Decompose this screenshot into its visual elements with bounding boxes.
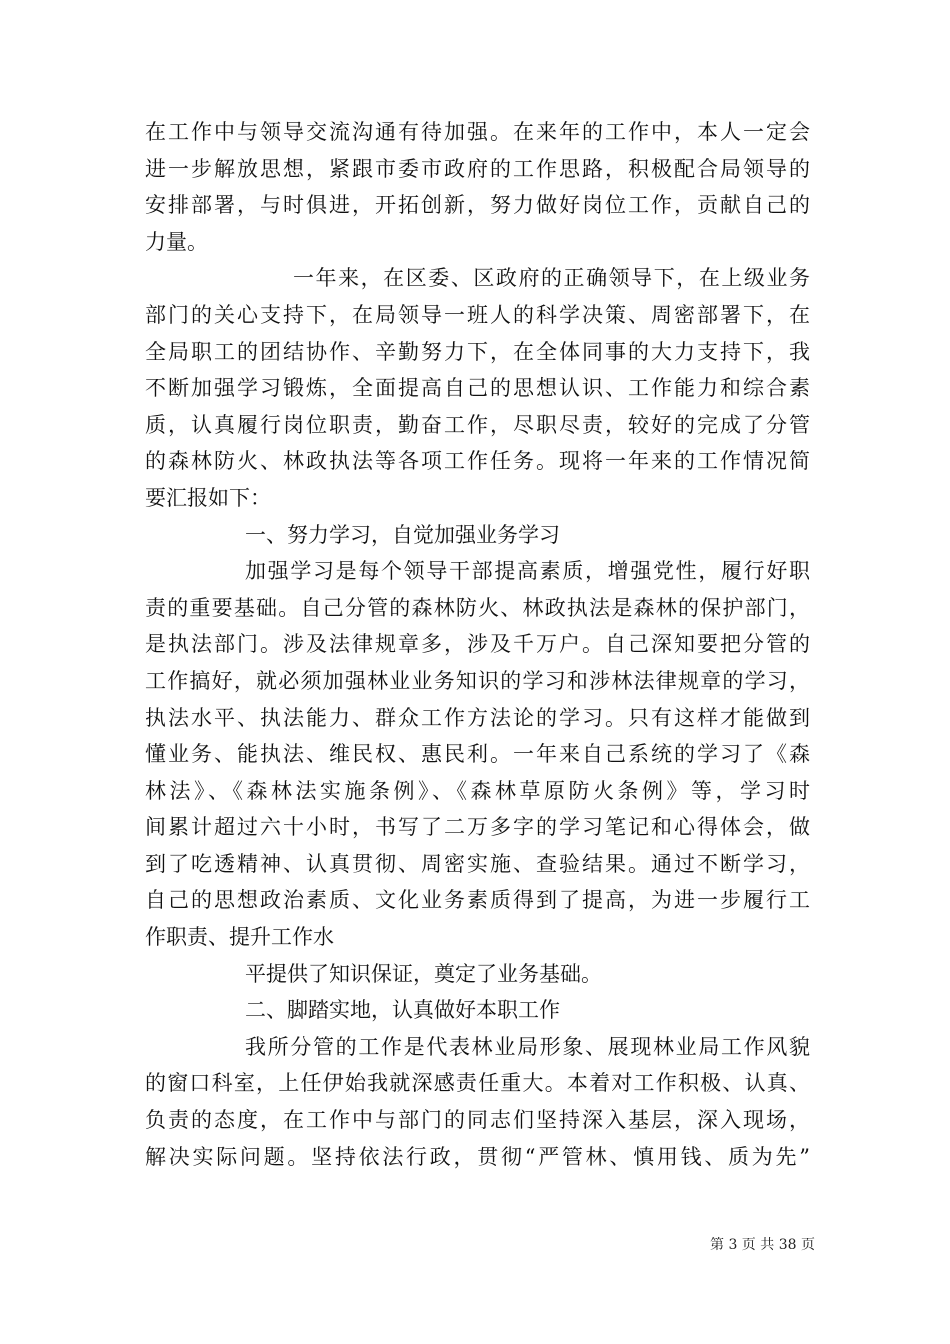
- text-line: 作职责、提升工作水: [145, 925, 334, 950]
- text-line: 力量。: [145, 229, 208, 254]
- text-line: 负责的态度，在工作中与部门的同志们坚持深入基层，深入现场，: [145, 1108, 810, 1133]
- text-line: 责的重要基础。自己分管的森林防火、林政执法是森林的保护部门，: [145, 595, 810, 620]
- text-line: 不断加强学习锻炼，全面提高自己的思想认识、工作能力和综合素: [145, 376, 810, 401]
- text-line: 的窗口科室，上任伊始我就深感责任重大。本着对工作积极、认真、: [145, 1071, 810, 1096]
- section-heading-1: 一、努力学习，自觉加强业务学习: [245, 522, 560, 547]
- page-number: 第 3 页 共 38 页: [710, 1237, 815, 1253]
- text-line: 林法》、《森林法实施条例》、《森林草原防火条例》等，学习时: [145, 778, 810, 803]
- paragraph-first-line: 平提供了知识保证，奠定了业务基础。: [245, 961, 602, 986]
- paragraph-first-line: 我所分管的工作是代表林业局形象、展现林业局工作风貌: [245, 1034, 810, 1059]
- text-line: 全局职工的团结协作、辛勤努力下，在全体同事的大力支持下，我: [145, 339, 810, 364]
- text-line: 解决实际问题。坚持依法行政，贯彻“严管林、慎用钱、质为先”: [145, 1144, 810, 1169]
- text-line: 的森林防火、林政执法等各项工作任务。现将一年来的工作情况简: [145, 449, 810, 474]
- text-line: 安排部署，与时俱进，开拓创新，努力做好岗位工作，贡献自己的: [145, 193, 810, 218]
- text-line: 执法水平、执法能力、群众工作方法论的学习。只有这样才能做到: [145, 705, 810, 730]
- text-line: 懂业务、能执法、维民权、惠民利。一年来自己系统的学习了《森: [145, 742, 810, 767]
- text-line: 质，认真履行岗位职责，勤奋工作，尽职尽责，较好的完成了分管: [145, 412, 810, 437]
- section-heading-2: 二、脚踏实地，认真做好本职工作: [245, 998, 560, 1023]
- text-line: 要汇报如下：: [145, 485, 271, 510]
- text-line: 自己的思想政治素质、文化业务素质得到了提高，为进一步履行工: [145, 888, 810, 913]
- text-line: 在工作中与领导交流沟通有待加强。在来年的工作中，本人一定会: [145, 120, 810, 144]
- body-text: [145, 114, 810, 1175]
- text-line: 是执法部门。涉及法律规章多，涉及千万户。自己深知要把分管的: [145, 632, 810, 657]
- text-line: 间累计超过六十小时，书写了二万多字的学习笔记和心得体会，做: [145, 815, 810, 840]
- paragraph-first-line: 加强学习是每个领导干部提高素质，增强党性，履行好职: [245, 559, 810, 584]
- text-line: 到了吃透精神、认真贯彻、周密实施、查验结果。通过不断学习，: [145, 851, 810, 876]
- text-line: 工作搞好，就必须加强林业业务知识的学习和涉林法律规章的学习，: [145, 668, 810, 693]
- paragraph-first-line: 一年来，在区委、区政府的正确领导下，在上级业务: [293, 266, 810, 291]
- text-line: 进一步解放思想，紧跟市委市政府的工作思路，积极配合局领导的: [145, 156, 810, 181]
- text-line: 部门的关心支持下，在局领导一班人的科学决策、周密部署下，在: [145, 302, 810, 327]
